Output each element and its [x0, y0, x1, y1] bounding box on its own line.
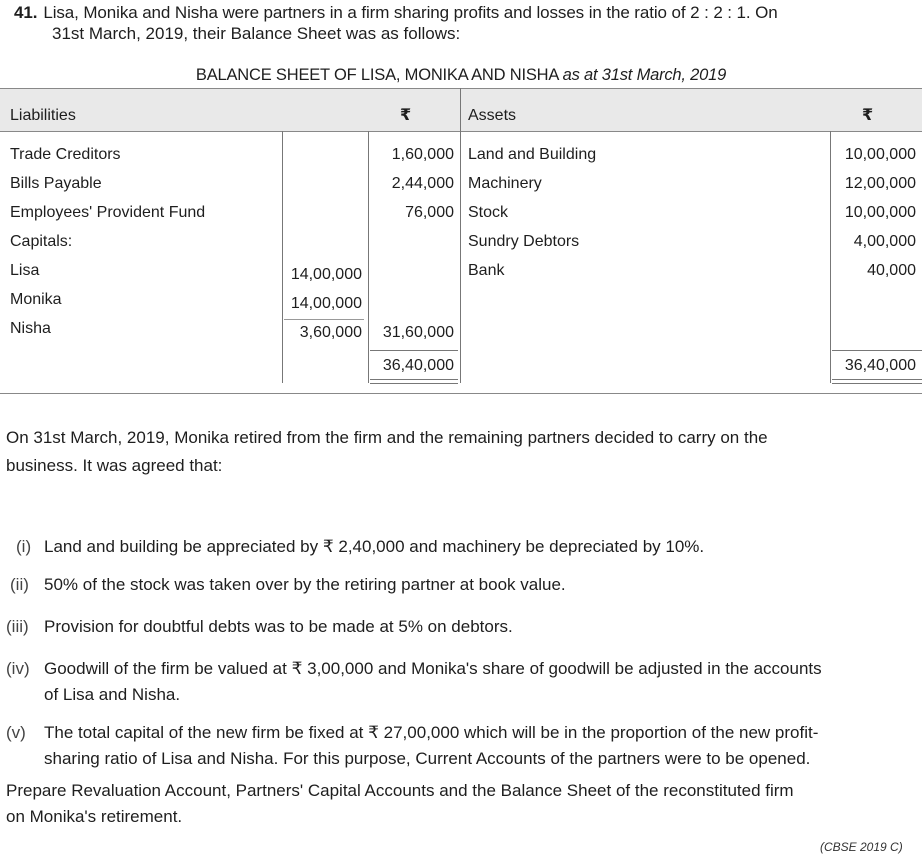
header-liabilities: Liabilities [10, 107, 76, 124]
liability-amount: 76,000 [405, 204, 454, 221]
divider-amount-right [830, 131, 831, 383]
condition-number: (v) [6, 723, 26, 742]
asset-amount: 4,00,000 [853, 233, 916, 250]
liability-label: Bills Payable [10, 175, 102, 192]
condition-number: (iii) [6, 617, 29, 636]
divider-sub-column [282, 131, 283, 383]
liability-amount: 2,44,000 [391, 175, 454, 192]
closing-line-1: Prepare Revaluation Account, Partners' Capital Accounts and the Balance Sheet of the reconstituted firm [6, 781, 794, 800]
condition-text: The total capital of the new firm be fixed at ₹ 27,00,000 which will be in the proportion of the new profit- [44, 723, 819, 742]
condition-text: Goodwill of the firm be valued at ₹ 3,00,000 and Monika's share of goodwill be adjusted in the accounts [44, 659, 822, 678]
balance-sheet-header [0, 88, 922, 132]
condition-text: Land and building be appreciated by ₹ 2,40,000 and machinery be depreciated by 10%. [44, 537, 705, 556]
condition-text-continued: of Lisa and Nisha. [44, 685, 181, 704]
table-bottom-border [0, 393, 922, 394]
total-rule-right-bottom-2 [832, 383, 922, 384]
capital-partner-amount: 14,00,000 [290, 266, 362, 283]
capitals-total: 31,60,000 [382, 324, 454, 341]
asset-label: Sundry Debtors [468, 233, 580, 250]
header-rupee-right: ₹ [862, 107, 874, 124]
capital-partner-amount: 14,00,000 [290, 295, 362, 312]
condition-text-continued: sharing ratio of Lisa and Nisha. For this purpose, Current Accounts of the partners were to be opened. [44, 749, 811, 768]
balance-sheet-table [0, 88, 922, 394]
intro-line-2: business. It was agreed that: [6, 456, 223, 475]
asset-label: Stock [468, 204, 509, 221]
asset-amount: 10,00,000 [844, 146, 916, 163]
source-reference: (CBSE 2019 C) [820, 840, 903, 854]
assets-total: 36,40,000 [844, 357, 916, 374]
liability-amount: 1,60,000 [391, 146, 454, 163]
question-number: 41. [14, 3, 38, 22]
condition-text: 50% of the stock was taken over by the retiring partner at book value. [44, 575, 566, 594]
question-line-2: 31st March, 2019, their Balance Sheet was as follows: [52, 24, 461, 43]
liability-label: Employees' Provident Fund [10, 204, 206, 221]
question-text-1: Lisa, Monika and Nisha were partners in a firm sharing profits and losses in the ratio of 2 : 2 : 1. On [43, 3, 778, 22]
total-rule-left-bottom-1 [370, 379, 458, 380]
total-rule-right-top [832, 350, 922, 351]
capital-partner-label: Monika [10, 291, 62, 308]
header-assets: Assets [468, 107, 517, 124]
condition-number: (iv) [6, 659, 30, 678]
asset-amount: 40,000 [867, 262, 916, 279]
question-line-1 [14, 2, 778, 24]
asset-label: Bank [468, 262, 505, 279]
balance-sheet-title [0, 66, 922, 85]
capital-partner-label: Nisha [10, 320, 51, 337]
condition-number: (i) [16, 537, 32, 556]
closing-line-2: on Monika's retirement. [6, 807, 183, 826]
header-rupee-left: ₹ [400, 107, 412, 124]
asset-label: Machinery [468, 175, 542, 192]
balance-sheet-title-main: BALANCE SHEET OF LISA, MONIKA AND NISHA [195, 66, 559, 84]
asset-label: Land and Building [468, 146, 597, 163]
condition-text: Provision for doubtful debts was to be made at 5% on debtors. [44, 617, 513, 636]
subtotal-rule [284, 319, 364, 320]
divider-middle [460, 88, 461, 383]
total-rule-left-top [370, 350, 458, 351]
intro-line-1: On 31st March, 2019, Monika retired from the firm and the remaining partners decided to carry on the [6, 428, 768, 447]
total-rule-right-bottom-1 [832, 379, 922, 380]
asset-amount: 10,00,000 [844, 204, 916, 221]
liability-label: Trade Creditors [10, 146, 121, 163]
balance-sheet-title-date: as at 31st March, 2019 [562, 66, 727, 84]
total-rule-left-bottom-2 [370, 383, 458, 384]
capital-partner-label: Lisa [10, 262, 40, 279]
condition-number: (ii) [10, 575, 29, 594]
liabilities-total: 36,40,000 [382, 357, 454, 374]
asset-amount: 12,00,000 [844, 175, 916, 192]
liability-label: Capitals: [10, 233, 73, 250]
capital-partner-amount: 3,60,000 [299, 324, 362, 341]
divider-amount-left [368, 131, 369, 383]
